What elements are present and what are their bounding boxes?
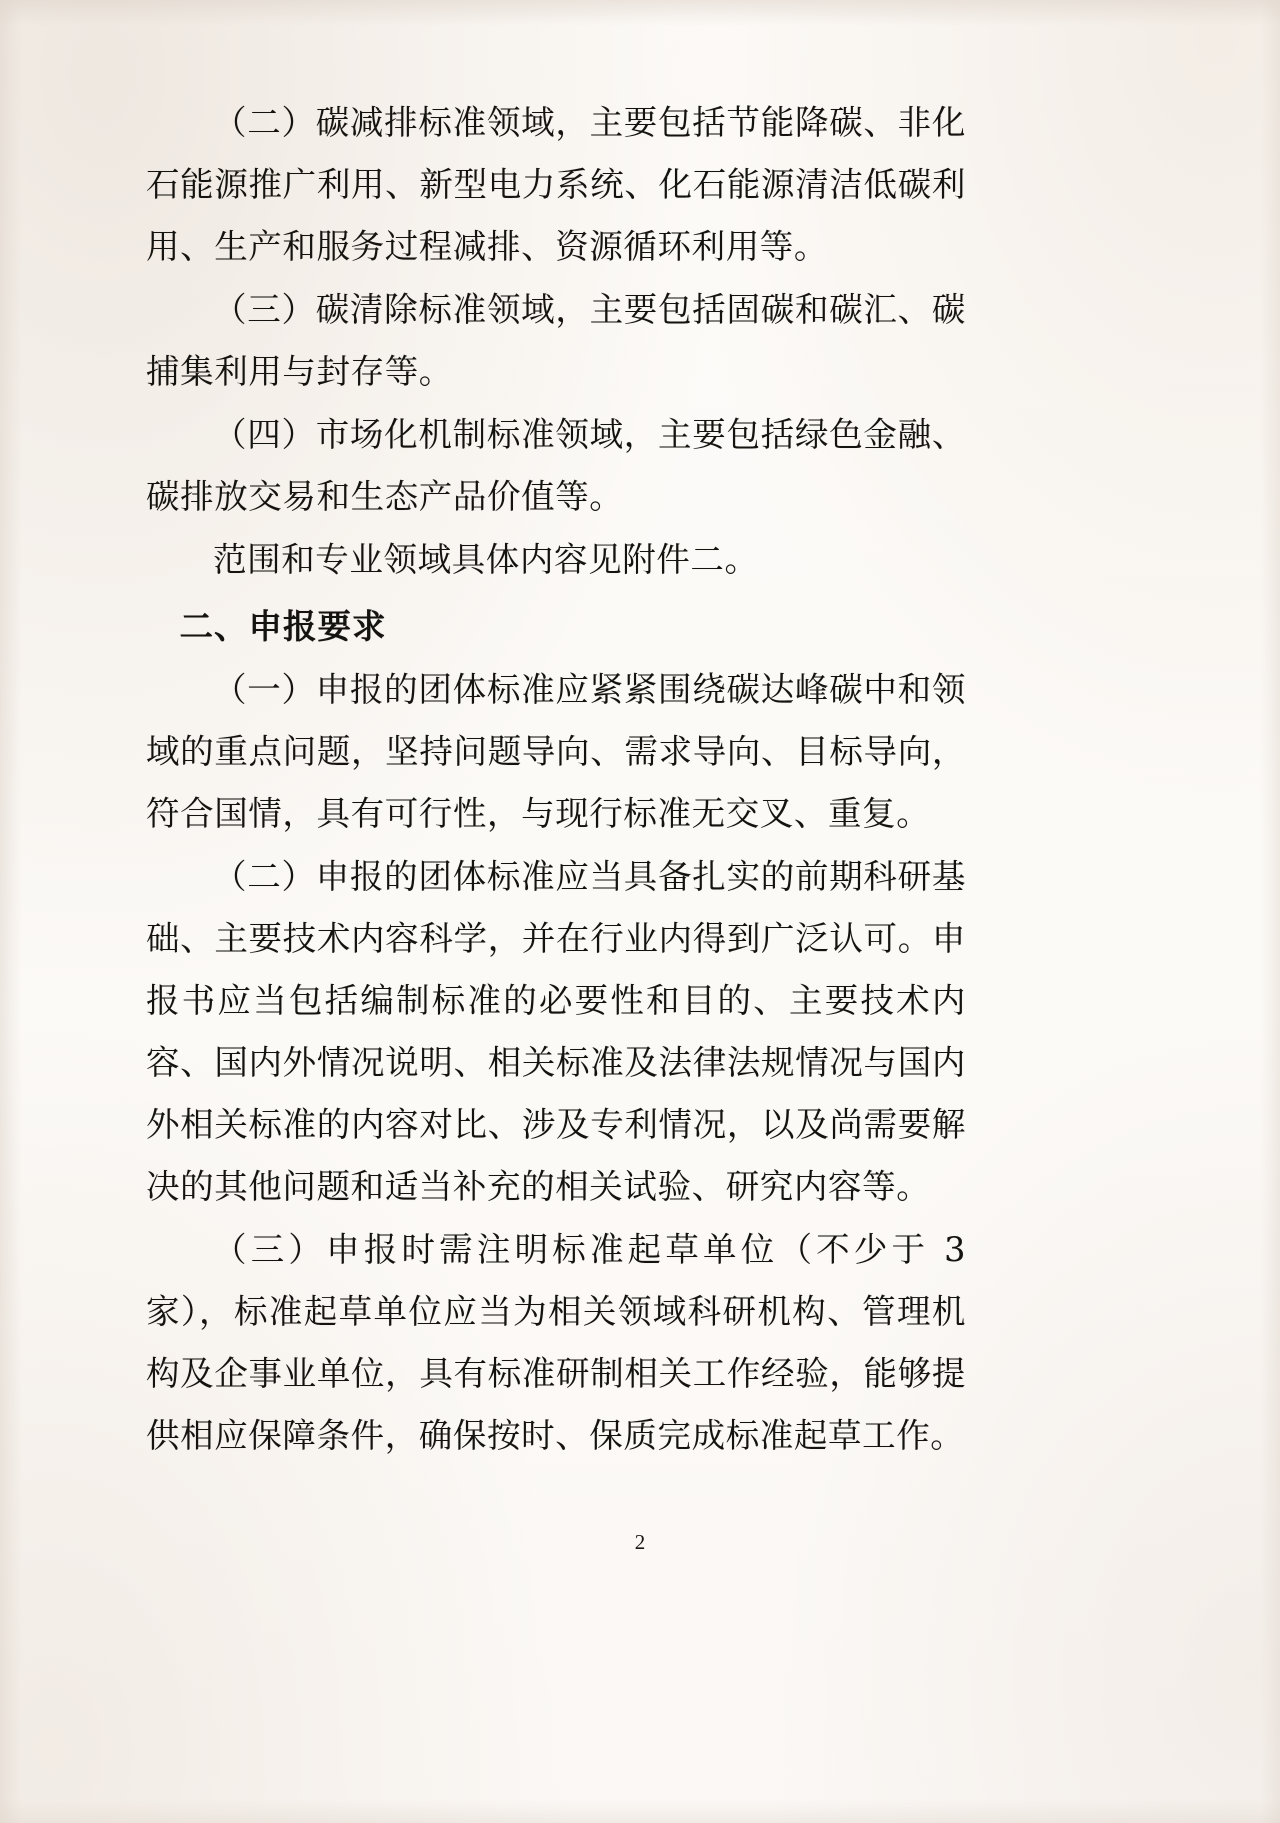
document-body: [146, 92, 966, 1468]
paragraph-requirement-two: （二）申报的团体标准应当具备扎实的前期科研基础、主要技术内容科学，并在行业内得到广泛认可。申报书应当包括编制标准的必要性和目的、主要技术内容、国内外情况说明、相关标准及法律法规情况与国内外相关标准的内容对比、涉及专利情况，以及尚需要解决的其他问题和适当补充的相关试验、研究内容等。: [146, 857, 966, 1206]
paragraph-scope-appendix-note: 范围和专业领域具体内容见附件二。: [213, 540, 759, 579]
heading-application-requirements: 二、申报要求: [179, 607, 387, 646]
paper-edge-bottom: [0, 1799, 1280, 1823]
paragraph-requirement-three: （三）申报时需注明标准起草单位（不少于 3 家），标准起草单位应当为相关领域科研机构、管理机构及企事业单位，具有标准研制相关工作经验，能够提供相应保障条件，确保按时、保质完成标准起草工作。: [146, 1230, 966, 1455]
paragraph-carbon-reduction-standards: （二）碳减排标准领域，主要包括节能降碳、非化石能源推广利用、新型电力系统、化石能源清洁低碳利用、生产和服务过程减排、资源循环利用等。: [146, 103, 966, 266]
paragraph-market-mechanism-standards: （四）市场化机制标准领域，主要包括绿色金融、碳排放交易和生态产品价值等。: [146, 415, 966, 516]
paper-edge-top: [0, 0, 1280, 26]
paragraph-carbon-removal-standards: （三）碳清除标准领域，主要包括固碳和碳汇、碳捕集利用与封存等。: [146, 290, 966, 391]
paragraph-requirement-one: （一）申报的团体标准应紧紧围绕碳达峰碳中和领域的重点问题，坚持问题导向、需求导向、目标导向，符合国情，具有可行性，与现行标准无交叉、重复。: [146, 670, 966, 833]
page-number: 2: [634, 1530, 646, 1554]
